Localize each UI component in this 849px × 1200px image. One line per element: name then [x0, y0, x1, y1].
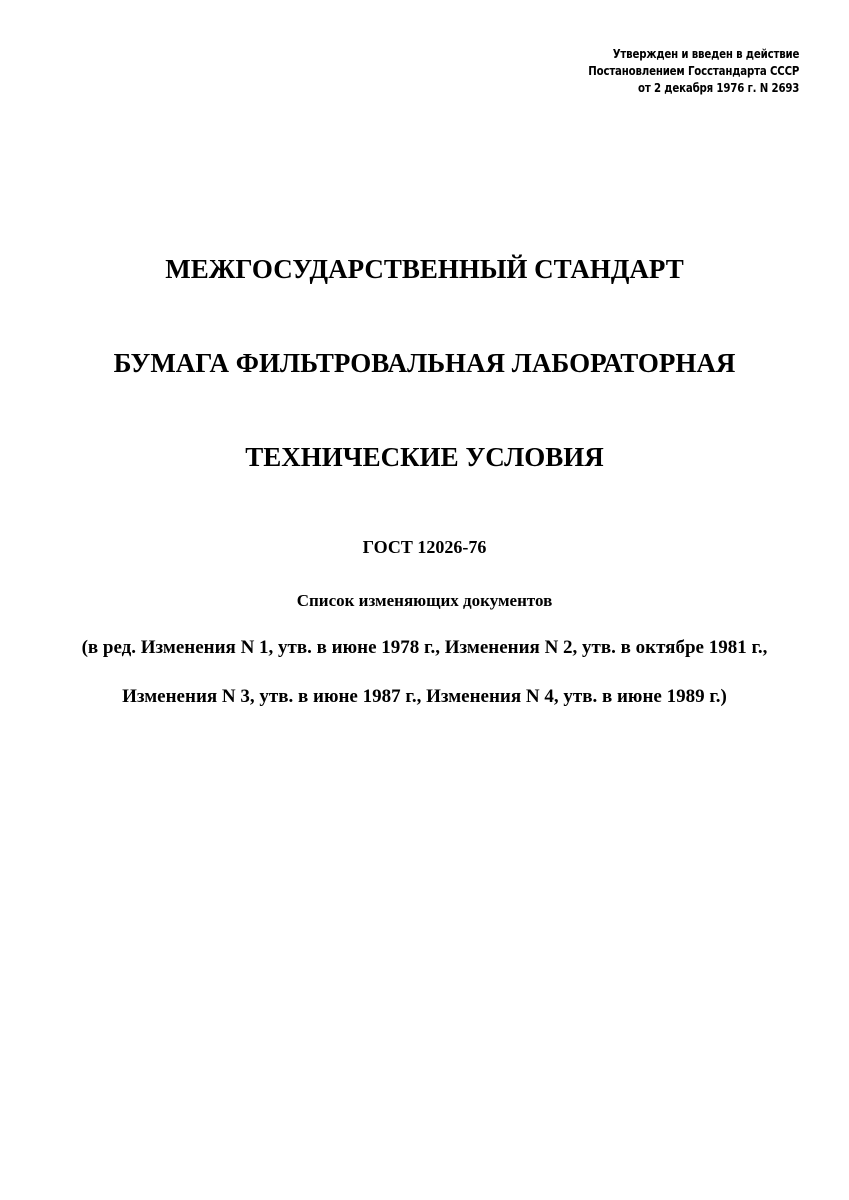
approval-line-3: от 2 декабря 1976 г. N 2693: [637, 81, 799, 95]
changes-line-2: Изменения N 3, утв. в июне 1987 г., Изменения N 4, утв. в июне 1989 г.): [122, 686, 727, 707]
standard-type-heading: МЕЖГОСУДАРСТВЕННЫЙ СТАНДАРТ: [165, 254, 684, 284]
approval-note: [588, 46, 799, 97]
approval-line-2: Постановлением Госстандарта СССР: [588, 64, 799, 78]
document-subtitle: ТЕХНИЧЕСКИЕ УСЛОВИЯ: [245, 442, 604, 472]
changes-heading: Список изменяющих документов: [296, 591, 553, 610]
document-title: БУМАГА ФИЛЬТРОВАЛЬНАЯ ЛАБОРАТОРНАЯ: [113, 348, 736, 378]
changes-line-1: (в ред. Изменения N 1, утв. в июне 1978 г., Изменения N 2, утв. в октябре 1981 г.,: [81, 637, 768, 658]
approval-line-1: Утвержден и введен в действие: [612, 47, 799, 61]
gost-number: ГОСТ 12026-76: [362, 537, 487, 557]
